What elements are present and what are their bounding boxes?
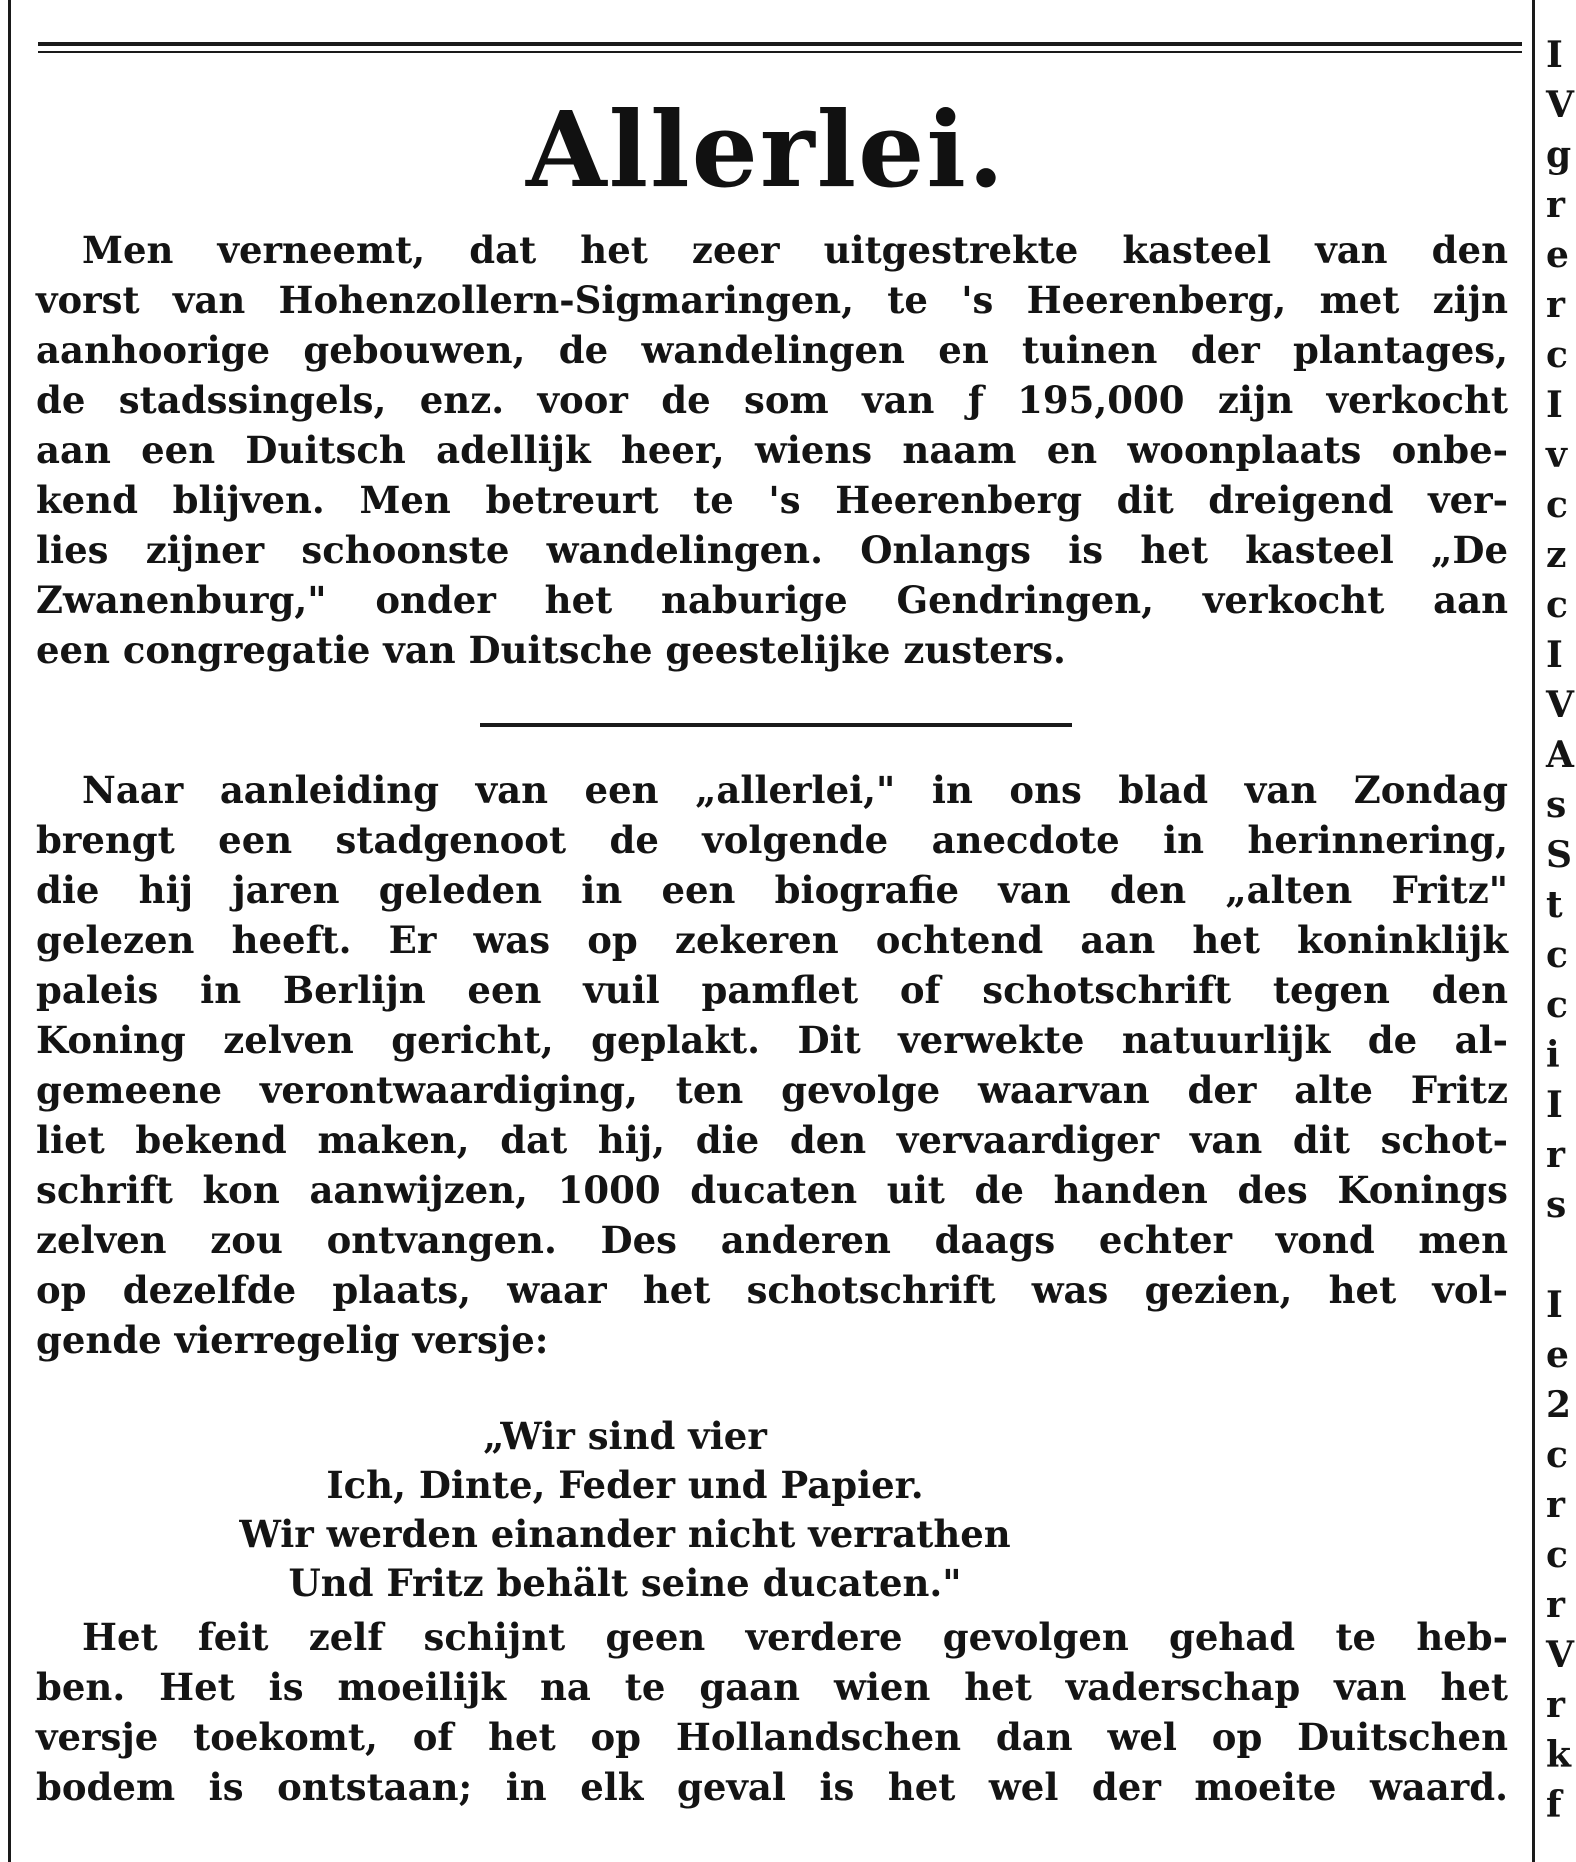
top-double-rule (38, 42, 1522, 46)
column-char: I (1546, 34, 1563, 76)
text-line: Zwanenburg," onder het naburige Gendringen, verkocht aan (36, 578, 1508, 622)
column-char: v (1546, 434, 1567, 476)
text-line: versje toekomt, of het op Hollandschen dan wel op Duitschen (36, 1715, 1508, 1759)
column-char: s (1546, 1184, 1567, 1226)
text-line: kend blijven. Men betreurt te 's Heerenberg dit dreigend ver- (36, 478, 1508, 522)
column-char: V (1546, 84, 1574, 126)
column-char: c (1546, 584, 1568, 626)
column-char: z (1546, 534, 1567, 576)
text-line: Het feit zelf schijnt geen verdere gevolgen gehad te heb- (82, 1615, 1508, 1659)
column-char: e (1546, 234, 1569, 276)
column-char: k (1546, 1734, 1571, 1776)
text-line: aan een Duitsch adellijk heer, wiens naam en woonplaats onbe- (36, 428, 1508, 472)
text-line: die hij jaren geleden in een biografie van den „alten Fritz" (36, 868, 1508, 912)
text-line: ben. Het is moeilijk na te gaan wien het vaderschap van het (36, 1665, 1508, 1709)
text-line: gelezen heeft. Er was op zekeren ochtend aan het koninklijk (36, 918, 1508, 962)
column-char: S (1546, 834, 1572, 876)
column-char: g (1546, 134, 1572, 176)
column-char: I (1546, 634, 1563, 676)
column-char: V (1546, 1634, 1574, 1676)
text-line: Naar aanleiding van een „allerlei," in ons blad van Zondag (82, 768, 1508, 812)
article-separator (480, 723, 1072, 727)
column-char: c (1546, 1534, 1568, 1576)
column-char: r (1546, 1484, 1565, 1526)
column-char: I (1546, 1284, 1563, 1326)
column-char: c (1546, 334, 1568, 376)
column-char: I (1546, 384, 1563, 426)
column-char: r (1546, 1584, 1565, 1626)
column-char: 2 (1546, 1384, 1572, 1426)
column-char: i (1546, 1034, 1560, 1076)
column-char: r (1546, 1134, 1565, 1176)
column-char: t (1546, 884, 1563, 926)
column-char: r (1546, 184, 1565, 226)
text-line: gemeene verontwaardiging, ten gevolge waarvan der alte Fritz (36, 1068, 1508, 1112)
verse-block (0, 1412, 1250, 1608)
column-char: A (1546, 734, 1574, 776)
text-line: Men verneemt, dat het zeer uitgestrekte kasteel van den (82, 228, 1508, 272)
text-line: schrift kon aanwijzen, 1000 ducaten uit de handen des Konings (36, 1168, 1508, 1212)
column-char (1546, 1230, 1576, 1280)
text-line: een congregatie van Duitsche geestelijke zusters. (36, 628, 1066, 672)
text-line: paleis in Berlijn een vuil pamflet of schotschrift tegen den (36, 968, 1508, 1012)
article-castle-sale (36, 225, 1508, 675)
column-char: r (1546, 1684, 1565, 1726)
text-line: Koning zelven gericht, geplakt. Dit verwekte natuurlijk de al- (36, 1018, 1508, 1062)
text-line: zelven zou ontvangen. Des anderen daags echter vond men (36, 1218, 1508, 1262)
column-char: e (1546, 1334, 1569, 1376)
verse-line: Und Fritz behält seine ducaten." (288, 1561, 962, 1605)
column-rule-right (1532, 0, 1535, 1862)
verse-line: Ich, Dinte, Feder und Papier. (326, 1463, 924, 1507)
text-line: bodem is ontstaan; in elk geval is het wel der moeite waard. (36, 1765, 1508, 1809)
column-char: c (1546, 934, 1568, 976)
headline: Allerlei. (525, 88, 1007, 211)
verse-line: „Wir sind vier (483, 1414, 767, 1458)
verse-line: Wir werden einander nicht verrathen (239, 1512, 1011, 1556)
text-line: aanhoorige gebouwen, de wandelingen en tuinen der plantages, (36, 328, 1508, 372)
column-char: c (1546, 484, 1568, 526)
column-char: f (1546, 1784, 1562, 1826)
text-line: brengt een stadgenoot de volgende anecdote in herinnering, (36, 818, 1508, 862)
text-line: op dezelfde plaats, waar het schotschrift was gezien, het vol- (36, 1268, 1508, 1312)
column-char: I (1546, 1084, 1563, 1126)
text-line: de stadssingels, enz. voor de som van ƒ 195,000 zijn verkocht (36, 378, 1508, 422)
column-char: V (1546, 684, 1574, 726)
column-char: c (1546, 1434, 1568, 1476)
text-line: liet bekend maken, dat hij, die den vervaardiger van dit schot- (36, 1118, 1508, 1162)
column-char: c (1546, 984, 1568, 1026)
column-char: s (1546, 784, 1567, 826)
text-line: vorst van Hohenzollern-Sigmaringen, te 's Heerenberg, met zijn (36, 278, 1508, 322)
article-fritz-conclusion (36, 1612, 1508, 1812)
text-line: gende vierregelig versje: (36, 1318, 549, 1362)
column-char: r (1546, 284, 1565, 326)
top-double-rule-thin (38, 51, 1522, 53)
article-fritz-anecdote (36, 765, 1508, 1365)
text-line: lies zijner schoonste wandelingen. Onlangs is het kasteel „De (36, 528, 1508, 572)
adjacent-column-fragment (1546, 30, 1576, 1830)
